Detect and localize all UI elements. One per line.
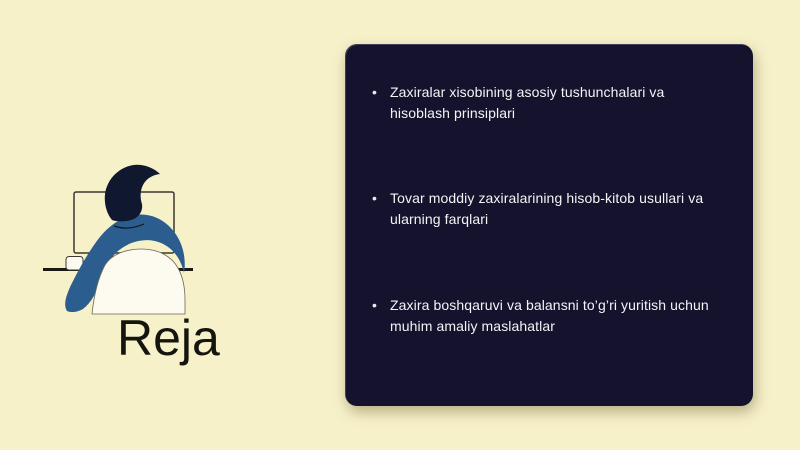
list-item <box>345 82 753 124</box>
bullet-marker: • <box>372 190 377 206</box>
page-title: Reja <box>117 310 220 366</box>
list-item <box>345 295 753 337</box>
content-panel <box>345 44 753 406</box>
bullet-text-line: Zaxira boshqaruvi va balansni to’g’ri yuritish uchun <box>390 297 709 313</box>
bullet-text <box>390 82 664 124</box>
person-hair <box>105 165 160 222</box>
bullet-marker: • <box>372 84 377 100</box>
bullet-text-line: Zaxiralar xisobining asosiy tushunchalari va <box>390 84 665 100</box>
list-item <box>345 188 753 230</box>
bullet-text-line: ularning farqlari <box>390 211 489 227</box>
bullet-text-line: Tovar moddiy zaxiralarining hisob-kitob usullari va <box>390 190 704 206</box>
bullet-text-line: hisoblash prinsiplari <box>390 105 516 121</box>
bullet-text <box>390 295 709 337</box>
bullet-text-line: muhim amaliy maslahatlar <box>390 318 556 334</box>
bullet-text <box>390 188 703 230</box>
bullet-marker: • <box>372 297 377 313</box>
